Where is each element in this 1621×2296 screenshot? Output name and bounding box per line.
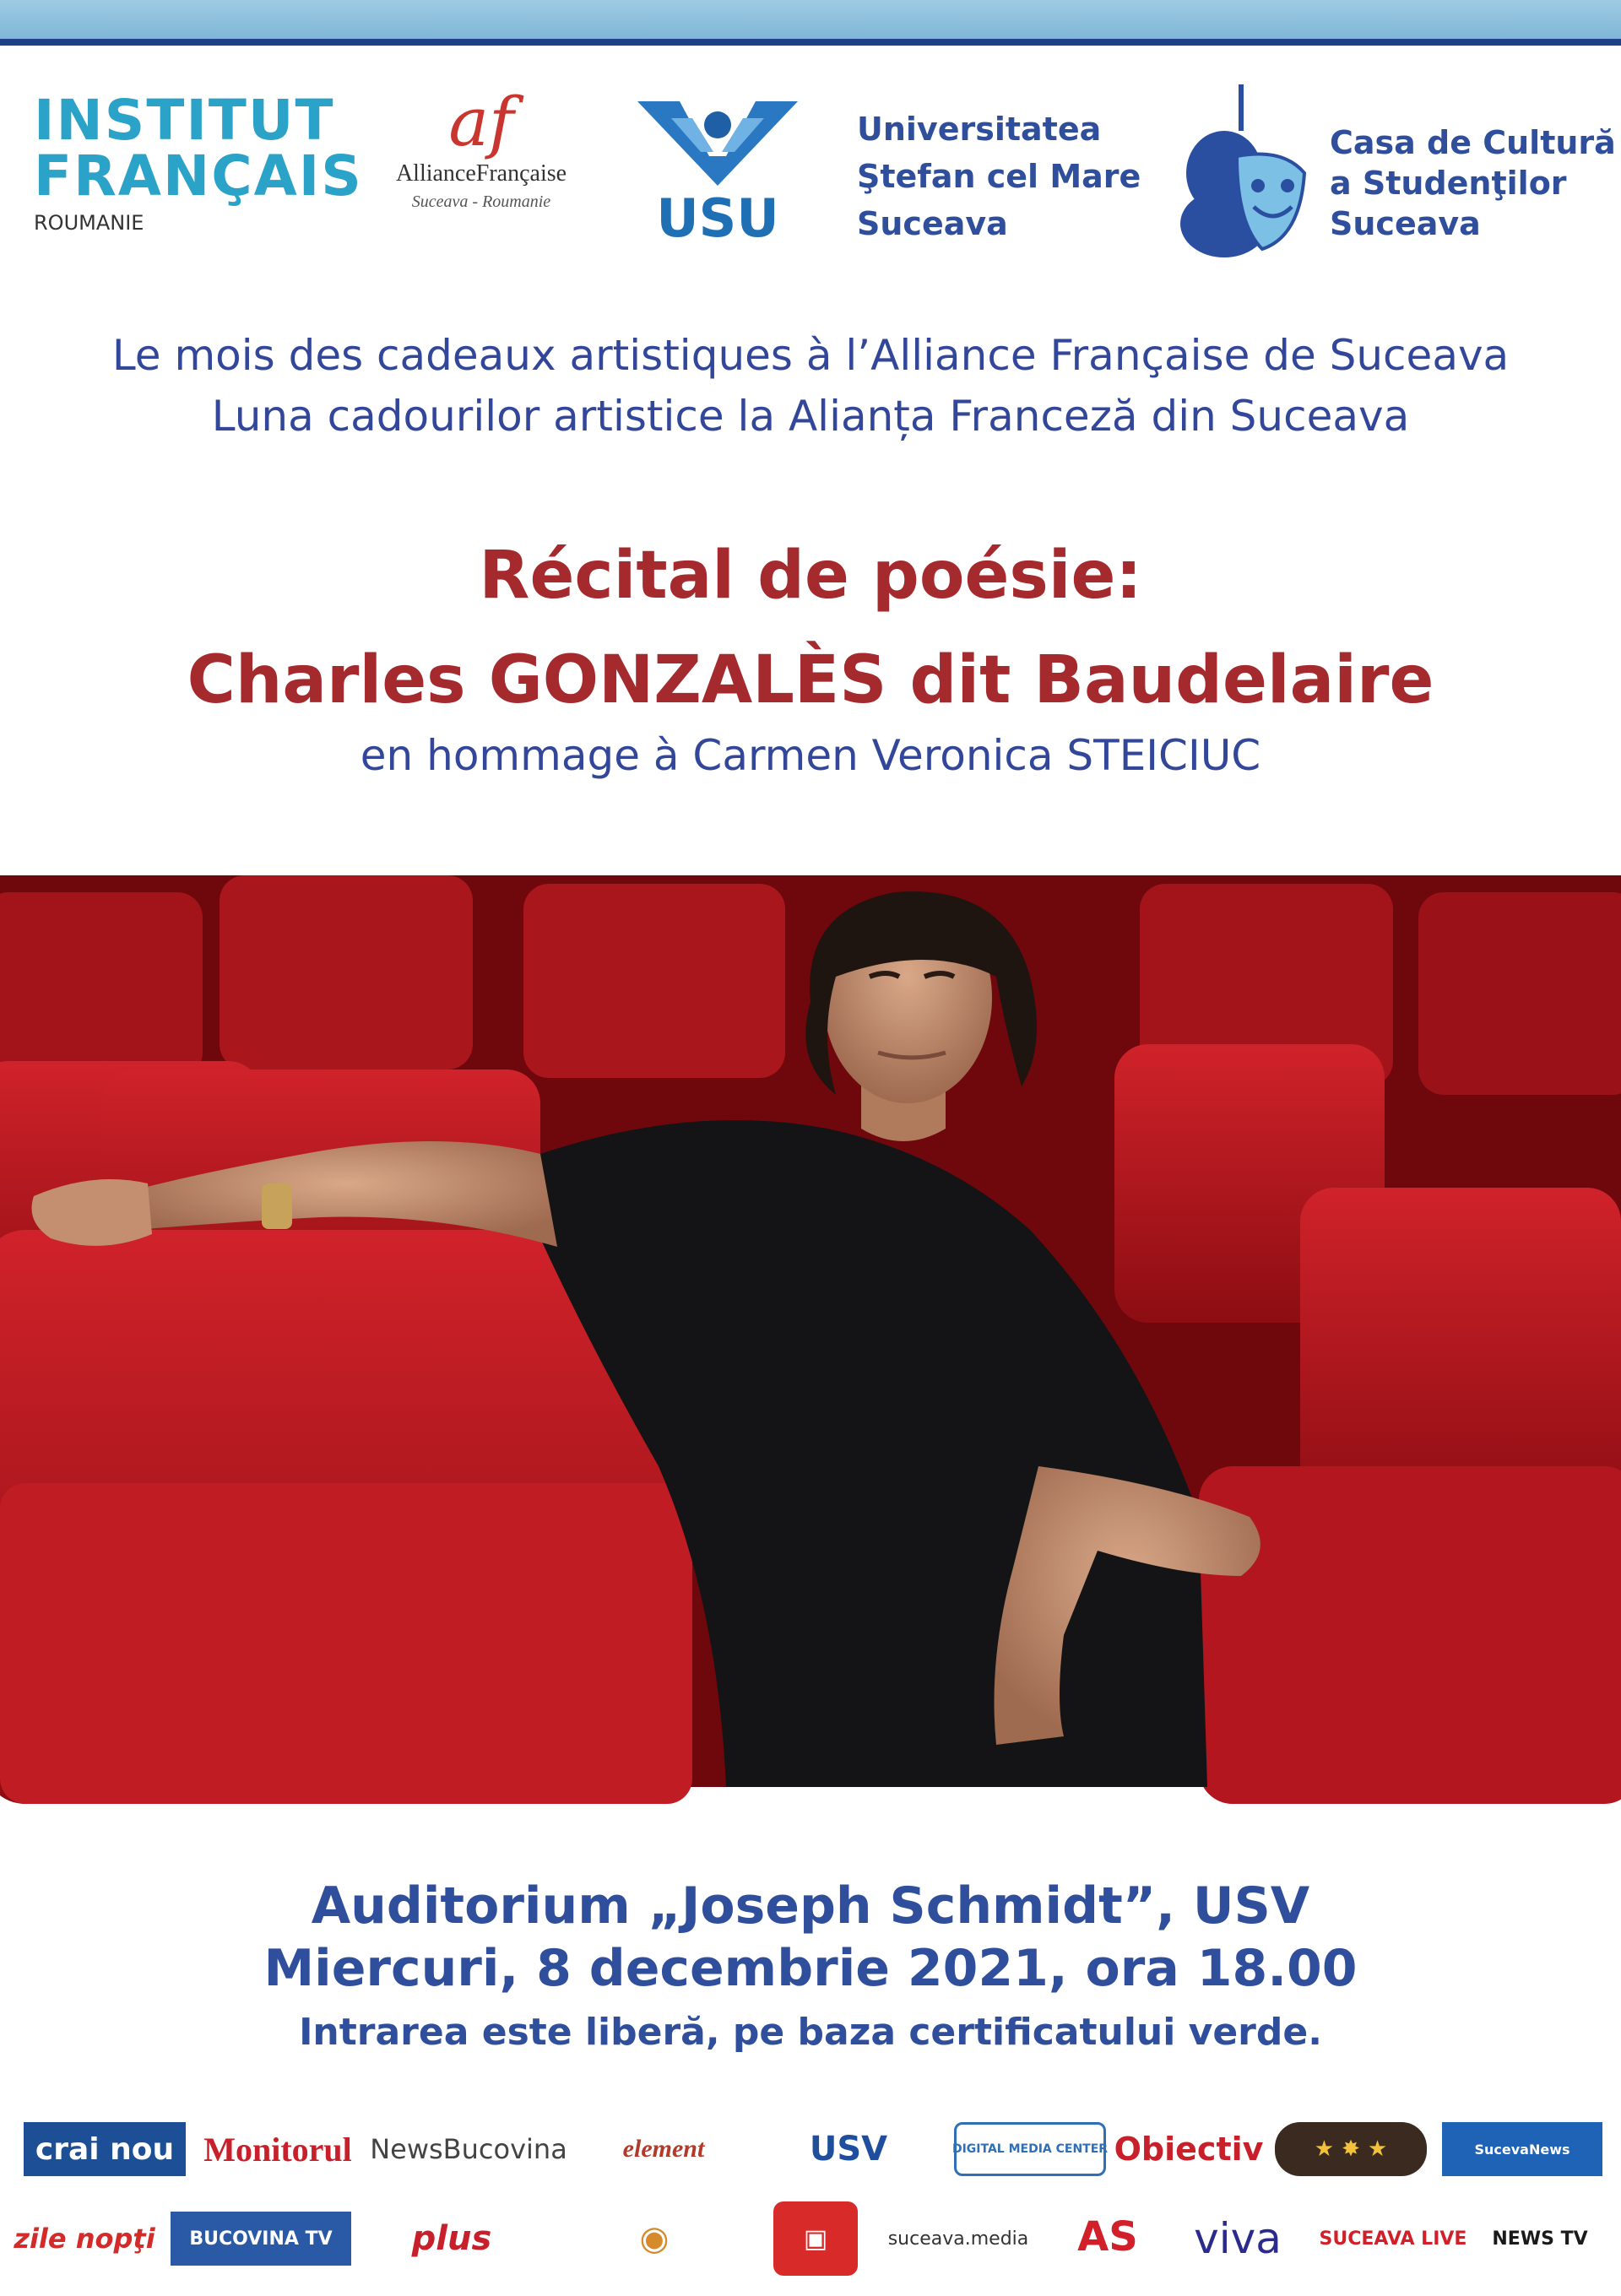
institut-francais-logo (34, 88, 363, 253)
media-logo-radio-as: AS (1077, 2213, 1138, 2261)
partner-logos (0, 76, 1621, 270)
media-logo-radio-usv: USV (809, 2130, 888, 2169)
casa-cultura-logo (1165, 80, 1317, 266)
studio-circle-icon: ◉ (639, 2219, 670, 2258)
usv-logo (629, 93, 806, 253)
media-logo-zile-nopti: zile nopţi (14, 2223, 155, 2255)
casa-cultura-line: Suceava (1330, 205, 1481, 242)
media-logo-bucovina-tv: BUCOVINA TV (171, 2212, 351, 2266)
media-logo-news-tv: NEWS TV (1492, 2228, 1588, 2250)
performer-photo (0, 875, 1621, 1787)
usv-emblem-icon (629, 93, 806, 194)
usv-name-line: Ştefan cel Mare (857, 158, 1141, 195)
institut-francais-line2: FRANÇAIS (34, 144, 363, 208)
af-name: AllianceFrançaise (395, 160, 567, 187)
impact-fm-mark: ★ ✸ ★ (1314, 2136, 1388, 2162)
media-logo-element: element (622, 2135, 705, 2163)
theatre-seats-portrait (0, 875, 1621, 1787)
media-logo-monitorul: Monitorul (203, 2130, 352, 2169)
casa-cultura-name (1330, 122, 1617, 244)
media-logo-suceava-media: suceava.media (887, 2228, 1029, 2250)
event-entry-note: Intrarea este liberă, pe baza certificatului verde. (299, 2011, 1322, 2054)
casa-cultura-line: a Studenţilor (1330, 165, 1567, 202)
media-logo-suceava-live: SUCEAVA LIVE (1319, 2228, 1467, 2250)
intro-line-fr: Le mois des cadeaux artistiques à l’Alliance Française de Suceava (111, 331, 1510, 380)
event-datetime: Miercuri, 8 decembrie 2021, ora 18.00 (263, 1939, 1358, 1998)
media-logo-studio (549, 2212, 760, 2266)
usv-name-line: Universitatea (857, 111, 1102, 148)
institut-francais-country: ROUMANIE (34, 211, 144, 235)
media-logo-sucevanews: SucevaNews (1442, 2122, 1602, 2176)
wristwatch-icon (262, 1183, 292, 1229)
usv-name-line: Suceava (857, 205, 1008, 242)
violin-masks-icon (1165, 80, 1317, 266)
top-border-bar (0, 0, 1621, 46)
event-venue: Auditorium „Joseph Schmidt”, USV (311, 1876, 1310, 1936)
usv-name (857, 106, 1161, 247)
itv-mark: ▣ (803, 2223, 828, 2254)
media-logo-tv-plus: plus (411, 2219, 492, 2258)
media-logo-digital-media-center: DIGITAL MEDIA CENTER (954, 2122, 1106, 2176)
media-logo-viva-fm: viva (1194, 2214, 1282, 2263)
usv-acronym: USU (656, 187, 779, 249)
event-performer: Charles GONZALÈS dit Baudelaire (187, 642, 1434, 718)
media-logo-impact-fm (1275, 2122, 1427, 2176)
media-logo-newsbucovina: NewsBucovina (370, 2133, 567, 2165)
media-partners (0, 2110, 1621, 2296)
event-title: Récital de poésie: (479, 538, 1142, 614)
alliance-francaise-logo (371, 84, 591, 253)
media-logo-itv (773, 2201, 858, 2276)
media-logo-obiectiv: Obiectiv (1114, 2131, 1264, 2168)
af-monogram: af (448, 83, 514, 161)
media-logo-crai-nou: crai nou (24, 2122, 186, 2176)
event-dedication: en hommage à Carmen Veronica STEICIUC (360, 731, 1261, 780)
intro-line-ro: Luna cadourilor artistice la Alianța Franceză din Suceava (211, 392, 1410, 441)
institut-francais-line1: INSTITUT (34, 88, 335, 153)
casa-cultura-line: Casa de Cultură (1330, 124, 1616, 161)
af-location: Suceava - Roumanie (411, 192, 551, 211)
